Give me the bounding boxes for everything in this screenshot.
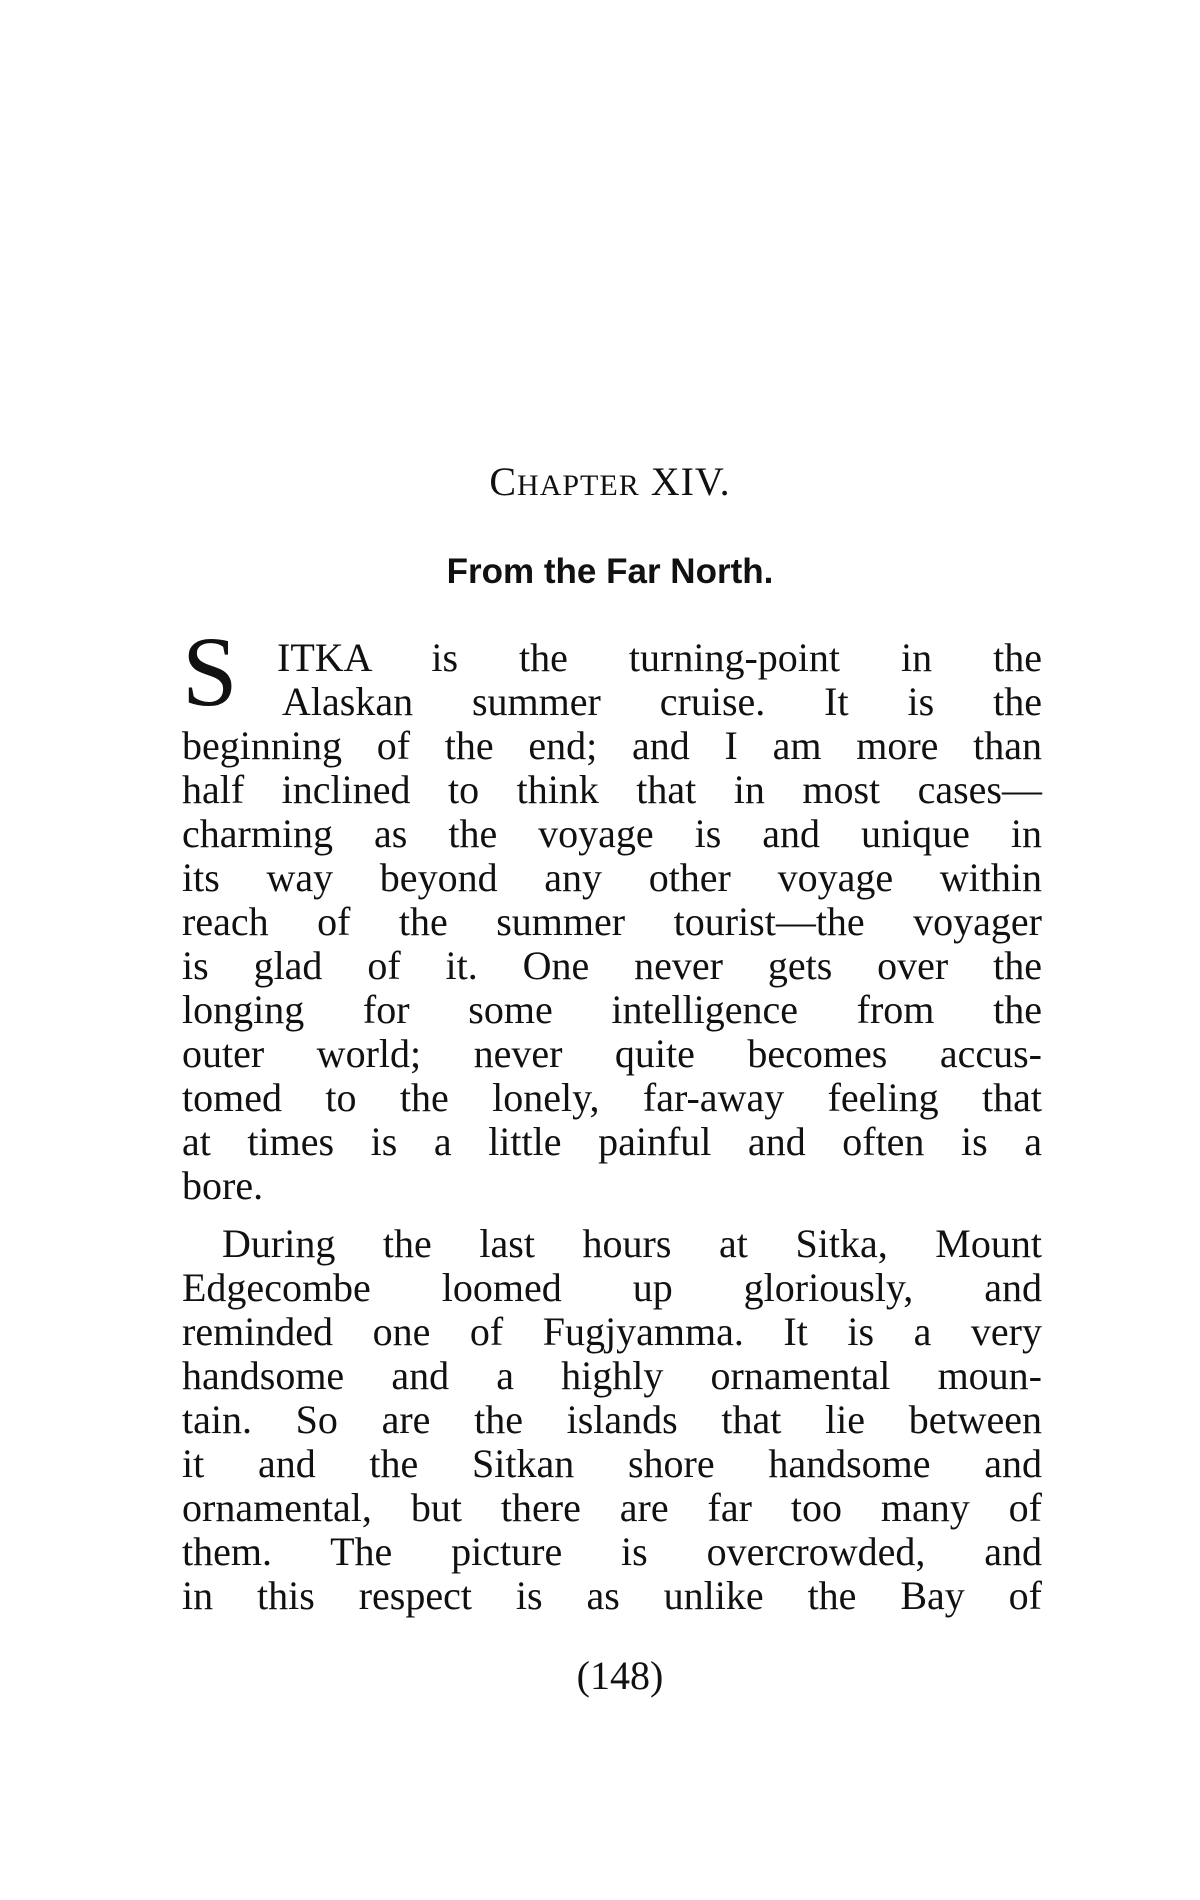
paragraph-line: beginning of the end; and I am more than bbox=[182, 723, 1042, 768]
paragraph-line: bore. bbox=[182, 1163, 264, 1208]
paragraph-line: is glad of it. One never gets over the bbox=[182, 943, 1042, 988]
paragraph-line: its way beyond any other voyage within bbox=[182, 855, 1042, 900]
paragraph-line: in this respect is as unlike the Bay of bbox=[182, 1573, 1042, 1618]
paragraph-line: longing for some intelligence from the bbox=[182, 987, 1042, 1032]
paragraph-line: tomed to the lonely, far-away feeling that bbox=[182, 1075, 1042, 1120]
chapter-label-initial: C bbox=[489, 459, 518, 504]
paragraph-2 bbox=[182, 1222, 1042, 1618]
paragraph-1 bbox=[182, 616, 1042, 1208]
paragraph-line: at times is a little painful and often is a bbox=[182, 1119, 1042, 1164]
paragraph-line: reminded one of Fugjyamma. It is a very bbox=[182, 1309, 1042, 1354]
paragraph-line: handsome and a highly ornamental moun- bbox=[182, 1353, 1042, 1398]
first-line-text: ITKA is the turning-point in the bbox=[277, 635, 1042, 680]
paragraph-line: outer world; never quite becomes accus- bbox=[182, 1031, 1042, 1076]
paragraph-line: it and the Sitkan shore handsome and bbox=[182, 1441, 1042, 1486]
chapter-body bbox=[182, 616, 1042, 1618]
paragraph-line: ornamental, but there are far too many of bbox=[182, 1485, 1042, 1530]
chapter-title: From the Far North. bbox=[446, 552, 774, 591]
paragraph-line: Edgecombe loomed up gloriously, and bbox=[182, 1265, 1042, 1310]
paragraph-line: Alaskan summer cruise. It is the bbox=[282, 679, 1042, 724]
paragraph-line: reach of the summer tourist—the voyager bbox=[182, 899, 1042, 944]
chapter-label-rest: HAPTER bbox=[517, 469, 640, 502]
paragraph-line: charming as the voyage is and unique in bbox=[182, 811, 1042, 856]
paragraph-line: tain. So are the islands that lie between bbox=[182, 1397, 1042, 1442]
chapter-heading bbox=[300, 458, 920, 505]
paragraph-line: them. The picture is overcrowded, and bbox=[182, 1529, 1042, 1574]
drop-cap: S bbox=[182, 616, 238, 727]
chapter-numeral: XIV. bbox=[639, 459, 731, 504]
paragraph-line: During the last hours at Sitka, Mount bbox=[222, 1221, 1042, 1266]
paragraph-line: half inclined to think that in most cases— bbox=[182, 767, 1042, 812]
paragraph-gap bbox=[182, 1208, 1042, 1222]
page-number: (148) bbox=[576, 1653, 664, 1698]
